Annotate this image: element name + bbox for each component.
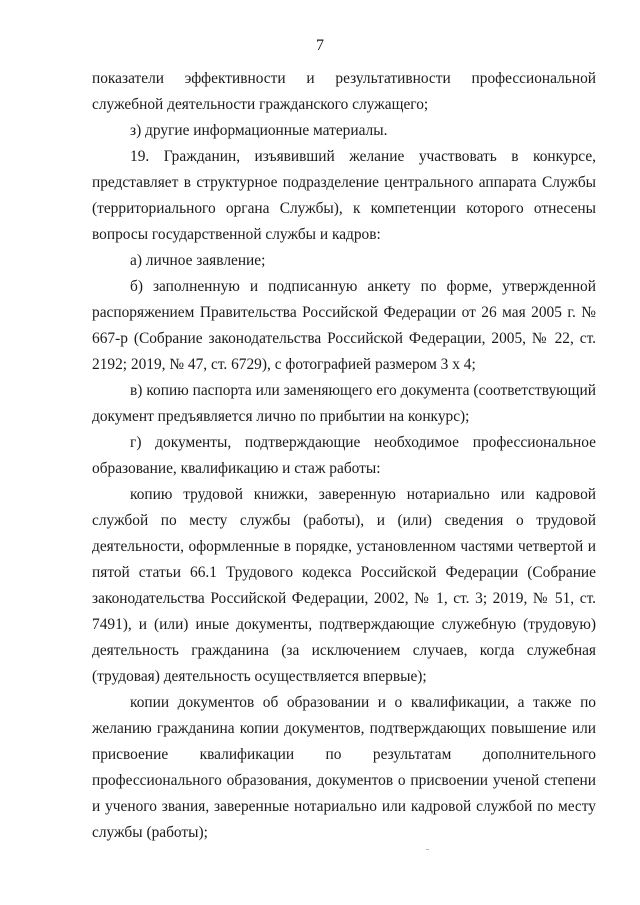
paragraph-item-b: б) заполненную и подписанную анкету по форме, утвержденной распоряжением Правительства Российской Федерации от 26 мая 2005 г. № 667-р (Собрание законодательства Российской Федерации, 2005, № 22, ст. 2192; 2019, № 47, ст. 6729), с фотографией размером 3 х 4; [92,278,596,373]
paragraph-item-v: в) копию паспорта или заменяющего его документа (соответствующий документ предъявляется лично по прибытии на конкурс); [92,382,596,425]
page-number: 7 [316,37,324,54]
paragraph-item-z: з) другие информационные материалы. [130,122,388,139]
paragraph-item-g-2: копии документов об образовании и о квалификации, а также по желанию гражданина копии документов, подтверждающих повышение или присвоение квалификации по результатам дополнительного профессионального образования, документов о присвоении ученой степени и ученого звания, заверенные нотариально или кадровой службой по месту службы (работы); [92,694,596,841]
paragraph-item-g-1: копию трудовой книжки, заверенную нотариально или кадровой службой по месту службы (работы), и (или) сведения о трудовой деятельности, оформленные в порядке, установленном частями четвертой и пятой статьи 66.1 Трудового кодекса Российской Федерации (Собрание законодательства Российской Федерации, 2002, № 1, ст. 3; 2019, № 51, ст. 7491), и (или) иные документы, подтверждающие служебную (трудовую) деятельность гражданина (за исключением случаев, когда служебная (трудовая) деятельность осуществляется впервые); [92,486,596,685]
paragraph-item-a: а) личное заявление; [130,252,266,269]
paragraph-item-19: 19. Гражданин, изъявивший желание участвовать в конкурсе, представляет в структурное подразделение центрального аппарата Службы (территориального органа Службы), к компетенции которого отнесены вопросы государственной службы и кадров: [92,148,596,243]
paragraph-continuation: показатели эффективности и результативности профессиональной служебной деятельности гражданского служащего; [92,70,596,113]
document-body [92,66,596,846]
paragraph-item-g: г) документы, подтверждающие необходимое профессиональное образование, квалификацию и стаж работы: [92,434,596,477]
scan-speck [426,849,429,850]
